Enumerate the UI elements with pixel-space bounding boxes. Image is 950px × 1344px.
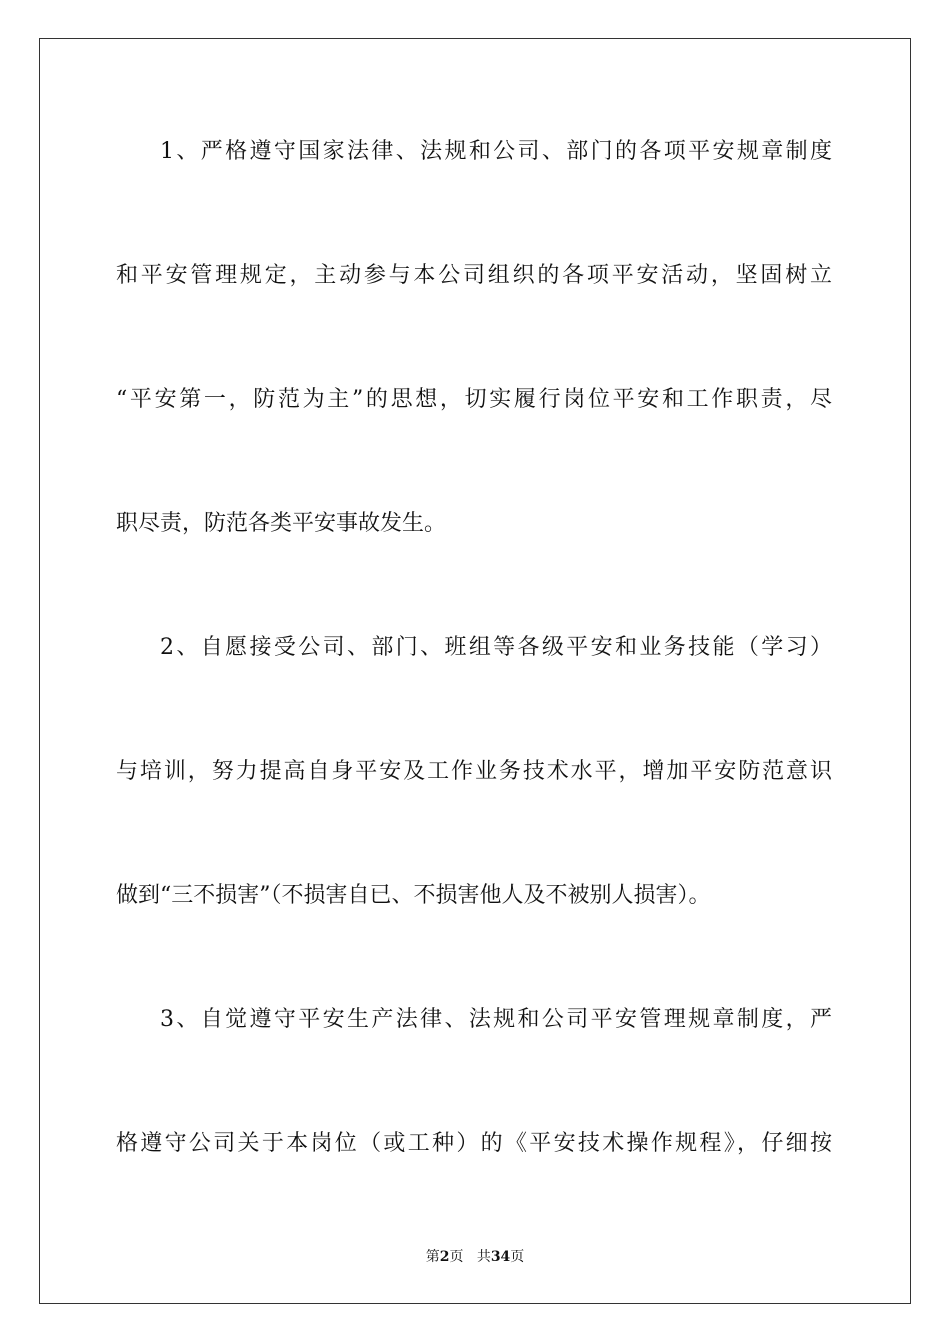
page-suffix: 页 xyxy=(449,1249,464,1265)
paragraph-1-line-4: 职尽责，防范各类平安事故发生。 xyxy=(116,511,447,536)
paragraph-3-line-1: 3、自觉遵守平安生产法律、法规和公司平安管理规章制度，严 xyxy=(160,1007,832,1032)
page-number: 2 xyxy=(439,1249,450,1265)
paragraph-2-line-2: 与培训，努力提高自身平安及工作业务技术水平，增加平安防范意识 xyxy=(116,759,832,784)
paragraph-2-line-3: 做到“三不损害”（不损害自已、不损害他人及不被别人损害）。 xyxy=(116,883,711,908)
page-footer xyxy=(0,1248,950,1266)
page-border xyxy=(39,38,911,1304)
paragraph-1-line-2: 和平安管理规定，主动参与本公司组织的各项平安活动，坚固树立 xyxy=(116,263,832,288)
paragraph-1-line-3: “平安第一，防范为主”的思想，切实履行岗位平安和工作职责，尽 xyxy=(116,387,832,412)
paragraph-1-line-1: 1、严格遵守国家法律、法规和公司、部门的各项平安规章制度 xyxy=(160,139,832,164)
total-pages: 34 xyxy=(490,1249,511,1265)
paragraph-2-line-1: 2、自愿接受公司、部门、班组等各级平安和业务技能（学习） xyxy=(160,635,832,660)
page-prefix: 第 xyxy=(425,1249,440,1265)
total-prefix: 共 xyxy=(476,1249,491,1265)
paragraph-3-line-2: 格遵守公司关于本岗位（或工种）的《平安技术操作规程》，仔细按 xyxy=(116,1131,832,1156)
total-suffix: 页 xyxy=(510,1249,525,1265)
